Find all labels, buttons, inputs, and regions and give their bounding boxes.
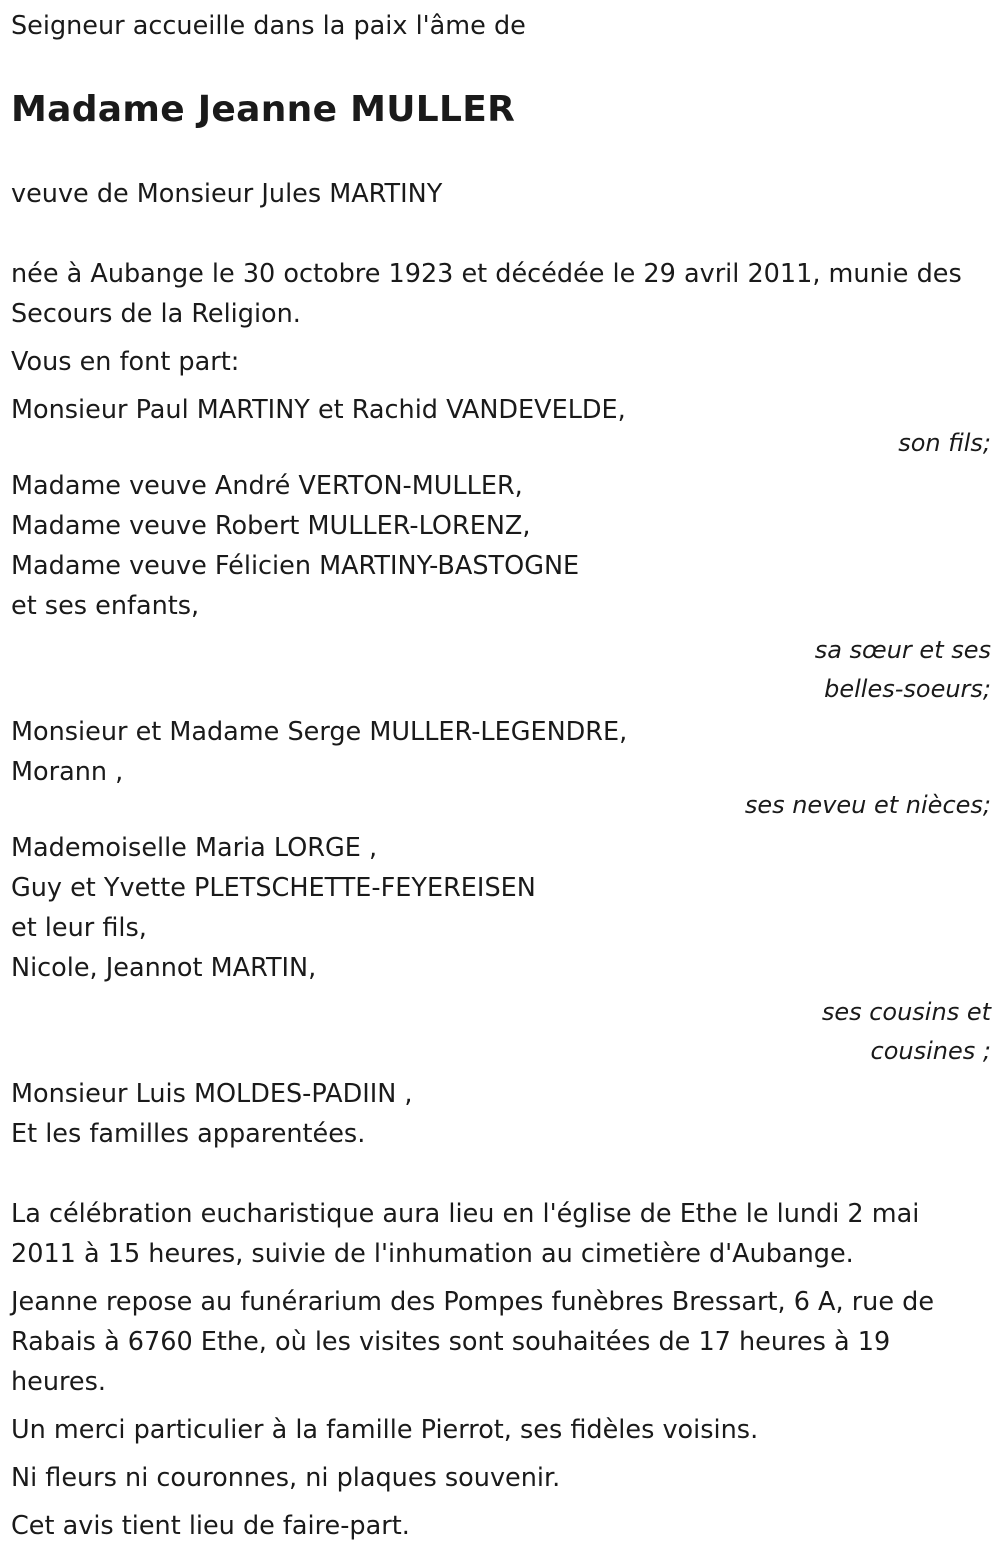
thanks-text: Un merci particulier à la famille Pierrot, ses fidèles voisins. (11, 1415, 759, 1445)
family-line: Madame veuve Félicien MARTINY-BASTOGNE (11, 551, 580, 581)
visit-text: Jeanne repose au funérarium des Pompes funèbres Bressart, 6 A, rue de Rabais à 6760 Ethe, où les visites sont souhaitées de 17 heures à 19 heures. (11, 1287, 935, 1397)
family-line: Mademoiselle Maria LORGE , (11, 833, 378, 863)
notice-text: Cet avis tient lieu de faire-part. (11, 1511, 410, 1541)
family-line: Madame veuve Robert MULLER-LORENZ, (11, 511, 531, 541)
family-line: et leur fils, (11, 913, 147, 943)
family-line: et ses enfants, (11, 591, 200, 621)
announce-text: Vous en font part: (11, 347, 240, 377)
family-line: Madame veuve André VERTON-MULLER, (11, 471, 523, 501)
family-line: Nicole, Jeannot MARTIN, (11, 953, 317, 983)
intro-text: Seigneur accueille dans la paix l'âme de (11, 11, 526, 41)
family-group-nephews (11, 712, 991, 825)
ceremony-text: La célébration eucharistique aura lieu en l'église de Ethe le lundi 2 mai 2011 à 15 heures, suivie de l'inhumation au cimetière d'Aubange. (11, 1199, 920, 1269)
relation-label: son fils; (898, 429, 991, 457)
other-family (11, 1074, 991, 1154)
family-group-son (11, 390, 991, 463)
birth-death-text: née à Aubange le 30 octobre 1923 et décédée le 29 avril 2011, munie des Secours de la Religion. (11, 259, 962, 329)
relation-label: sa sœur et ses (814, 636, 991, 664)
relation-label: belles-soeurs; (824, 675, 991, 703)
family-group-sisters (11, 466, 991, 709)
flowers-text: Ni fleurs ni couronnes, ni plaques souvenir. (11, 1463, 561, 1493)
family-line: Monsieur Paul MARTINY et Rachid VANDEVELDE, (11, 395, 626, 425)
relation-label: ses neveu et nièces; (744, 791, 991, 819)
family-line: Et les familles apparentées. (11, 1119, 366, 1149)
family-line: Monsieur Luis MOLDES-PADIIN , (11, 1079, 413, 1109)
family-line: Monsieur et Madame Serge MULLER-LEGENDRE, (11, 717, 628, 747)
family-line: Guy et Yvette PLETSCHETTE-FEYEREISEN (11, 873, 536, 903)
deceased-name: Madame Jeanne MULLER (11, 89, 516, 130)
relation-label: ses cousins et (821, 998, 991, 1026)
family-group-cousins (11, 828, 991, 1071)
family-line: Morann , (11, 757, 124, 787)
widow-text: veuve de Monsieur Jules MARTINY (11, 179, 443, 209)
relation-label: cousines ; (870, 1037, 991, 1065)
obituary-notice (11, 6, 991, 1546)
